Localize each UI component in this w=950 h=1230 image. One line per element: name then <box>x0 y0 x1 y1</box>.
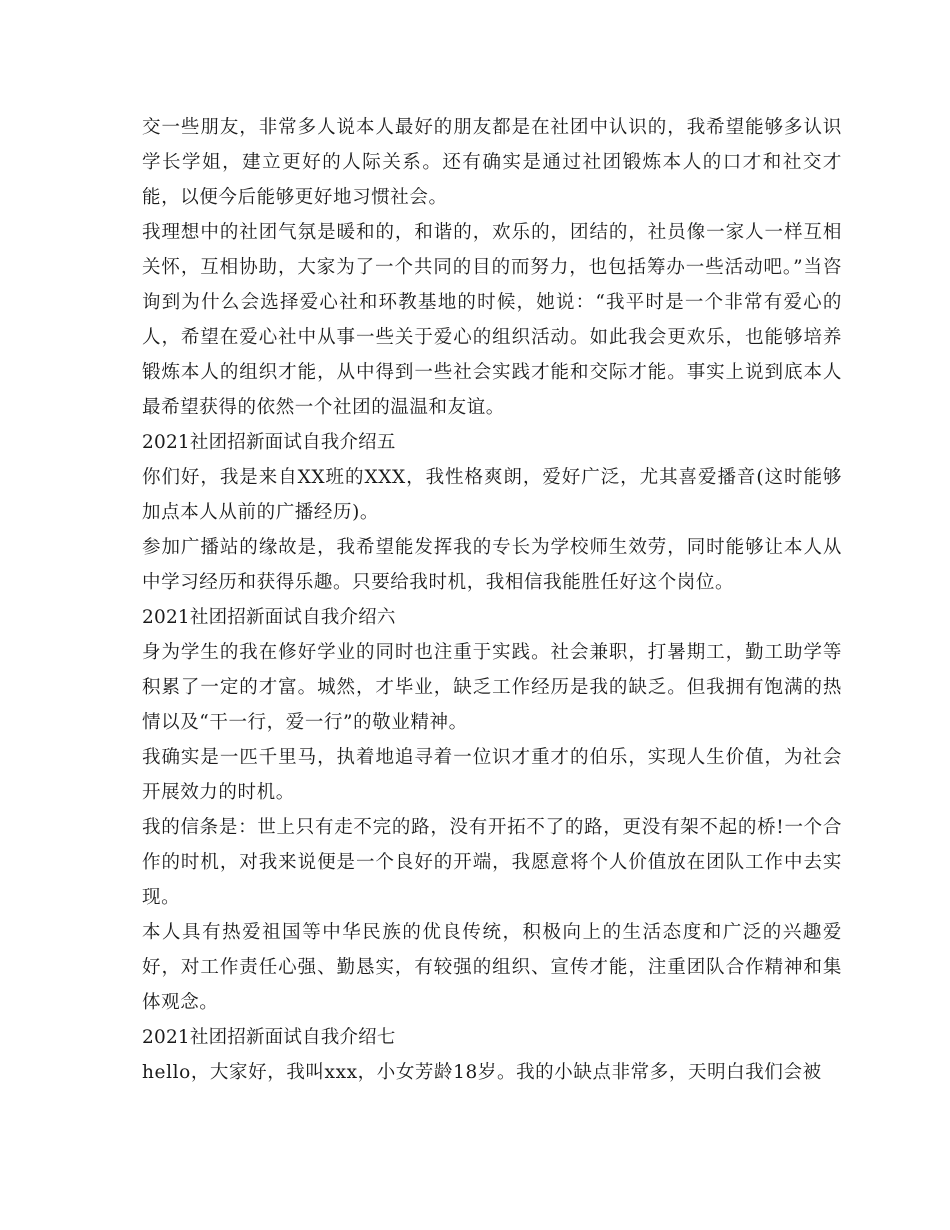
para-qualities: 本人具有热爱祖国等中华民族的优良传统，积极向上的生活态度和广泛的兴趣爱好，对工作责任心强、勤恳实，有较强的组织、宣传才能，注重团队合作精神和集体观念。 <box>142 922 842 1013</box>
para-making-friends: 交一些朋友，非常多人说本人最好的朋友都是在社团中认识的，我希望能够多认识学长学姐，建立更好的人际关系。还有确实是通过社团锻炼本人的口才和社交才能，以便今后能够更好地习惯社会。 <box>142 117 842 208</box>
para-hello: hello，大家好，我叫xxx，小女芳龄18岁。我的小缺点非常多，天明白我们会被 <box>142 1062 822 1083</box>
para-broadcast-reason: 参加广播站的缘故是，我希望能发挥我的专长为学校师生效劳，同时能够让本人从中学习经历和获得乐趣。只要给我时机，我相信我能胜任好这个岗位。 <box>142 537 842 593</box>
para-horse: 我确实是一匹千里马，执着地追寻着一位识才重才的伯乐，实现人生价值，为社会开展效力的时机。 <box>142 747 842 803</box>
para-motto: 我的信条是：世上只有走不完的路，没有开拓不了的路，更没有架不起的桥!一个合作的时机，对我来说便是一个良好的开端，我愿意将个人价值放在团队工作中去实现。 <box>142 817 842 908</box>
heading-intro-seven: 2021社团招新面试自我介绍七 <box>142 1027 396 1048</box>
document-body <box>142 110 842 1090</box>
para-practice: 身为学生的我在修好学业的同时也注重于实践。社会兼职，打暑期工，勤工助学等积累了一定的才富。城然，才毕业，缺乏工作经历是我的缺乏。但我拥有饱满的热情以及“干一行，爱一行”的敬业精神。 <box>142 642 842 733</box>
heading-intro-six: 2021社团招新面试自我介绍六 <box>142 607 396 628</box>
para-ideal-atmosphere: 我理想中的社团气氛是暖和的，和谐的，欢乐的，团结的，社员像一家人一样互相关怀，互相协助，大家为了一个共同的目的而努力，也包括筹办一些活动吧。”当咨询到为什么会选择爱心社和环教基地的时候，她说：“我平时是一个非常有爱心的人，希望在爱心社中从事一些关于爱心的组织活动。如此我会更欢乐，也能够培养锻炼本人的组织才能，从中得到一些社会实践才能和交际才能。事实上说到底本人最希望获得的依然一个社团的温温和友谊。 <box>142 222 842 418</box>
para-greeting-five: 你们好，我是来自XX班的XXX，我性格爽朗，爱好广泛，尤其喜爱播音(这时能够加点本人从前的广播经历)。 <box>142 467 842 523</box>
heading-intro-five: 2021社团招新面试自我介绍五 <box>142 432 396 453</box>
